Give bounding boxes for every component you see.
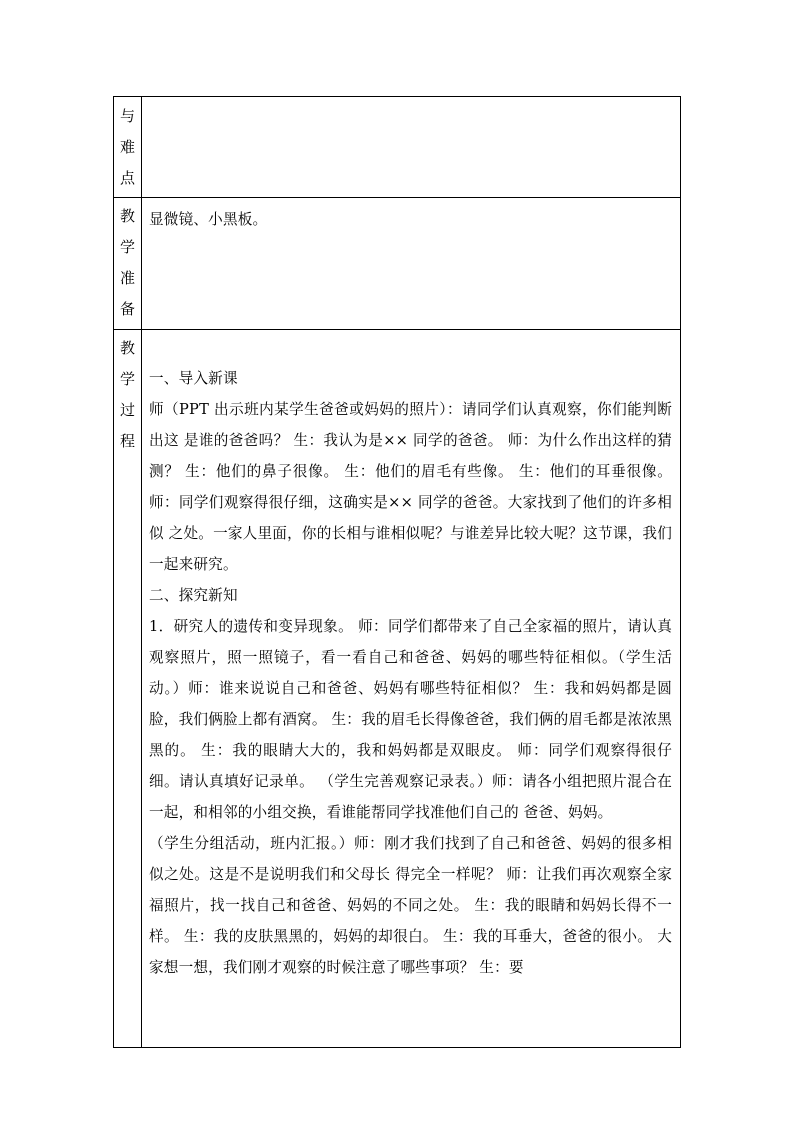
row-label-char: 与	[119, 107, 135, 125]
process-paragraph: （学生分组活动，班内汇报。）师：刚才我们找到了自己和爸爸、妈妈的很多相似之处。这是不是说明我们和父母长 得完全一样呢？ 师：让我们再次观察全家福照片，找一找自己和爸爸、妈妈的不同之处。 生：我的眼睛和妈妈长得不一样。 生：我的皮肤黑黑的，妈妈的却很白。 生：我的耳垂大，爸爸的很小。 大家想一想，我们刚才观察的时候注意了哪些事项？ 生：要	[149, 835, 672, 976]
table-row-teaching-process	[114, 330, 681, 1048]
row-label-char: 程	[119, 432, 135, 450]
row-label-char: 点	[119, 169, 135, 187]
lesson-plan-table	[113, 96, 681, 1048]
row-label-char: 教	[119, 339, 135, 357]
section-heading-explore: 二、探究新知	[149, 587, 238, 604]
row-label-char: 准	[119, 269, 135, 287]
row-label-cell	[114, 198, 142, 330]
row-label-char: 难	[119, 138, 135, 156]
table-row-teaching-preparation	[114, 198, 681, 330]
row-label-char: 学	[119, 370, 135, 388]
process-paragraph: 1．研究人的遗传和变异现象。 师：同学们都带来了自己全家福的照片，请认真观察照片，照一照镜子，看一看自己和爸爸、妈妈的哪些特征相似。（学生活动。）师：谁来说说自己和爸爸、妈妈有哪些特征相似？ 生：我和妈妈都是圆脸，我们俩脸上都有酒窝。 生：我的眉毛长得像爸爸，我们俩的眉毛都是浓浓黑黑的。 生：我的眼睛大大的，我和妈妈都是双眼皮。 师：同学们观察得很仔细。请认真填好记录单。 （学生完善观察记录表。）师：请各小组把照片混合在一起，和相邻的小组交换，看谁能帮同学找准他们自己的 爸爸、妈妈。	[149, 618, 672, 821]
row-label-cell	[114, 97, 142, 198]
preparation-text: 显微镜、小黑板。	[149, 211, 268, 228]
process-paragraph: 师（PPT 出示班内某学生爸爸或妈妈的照片）：请同学们认真观察，你们能判断出这 是谁的爸爸吗？ 生：我认为是×× 同学的爸爸。 师：为什么作出这样的猜测？ 生：他们的鼻子很像。 生：他们的眉毛有些像。 生：他们的耳垂很像。 师：同学们观察得很仔细，这确实是×× 同学的爸爸。大家找到了他们的许多相似 之处。一家人里面，你的长相与谁相似呢？与谁差异比较大呢？这节课，我们一起来研究。	[149, 401, 672, 573]
row-label-char: 过	[119, 401, 135, 419]
process-text-block	[149, 363, 672, 1014]
row-label-char: 备	[119, 300, 135, 318]
row-label-cell	[114, 330, 142, 1048]
row-label-char: 学	[119, 238, 135, 256]
row-content-cell	[142, 97, 681, 198]
row-label-char: 教	[119, 207, 135, 225]
section-heading-intro: 一、导入新课	[149, 370, 238, 387]
table-row-key-difficult-points	[114, 97, 681, 198]
row-content-cell	[142, 330, 681, 1048]
row-content-cell	[142, 198, 681, 330]
